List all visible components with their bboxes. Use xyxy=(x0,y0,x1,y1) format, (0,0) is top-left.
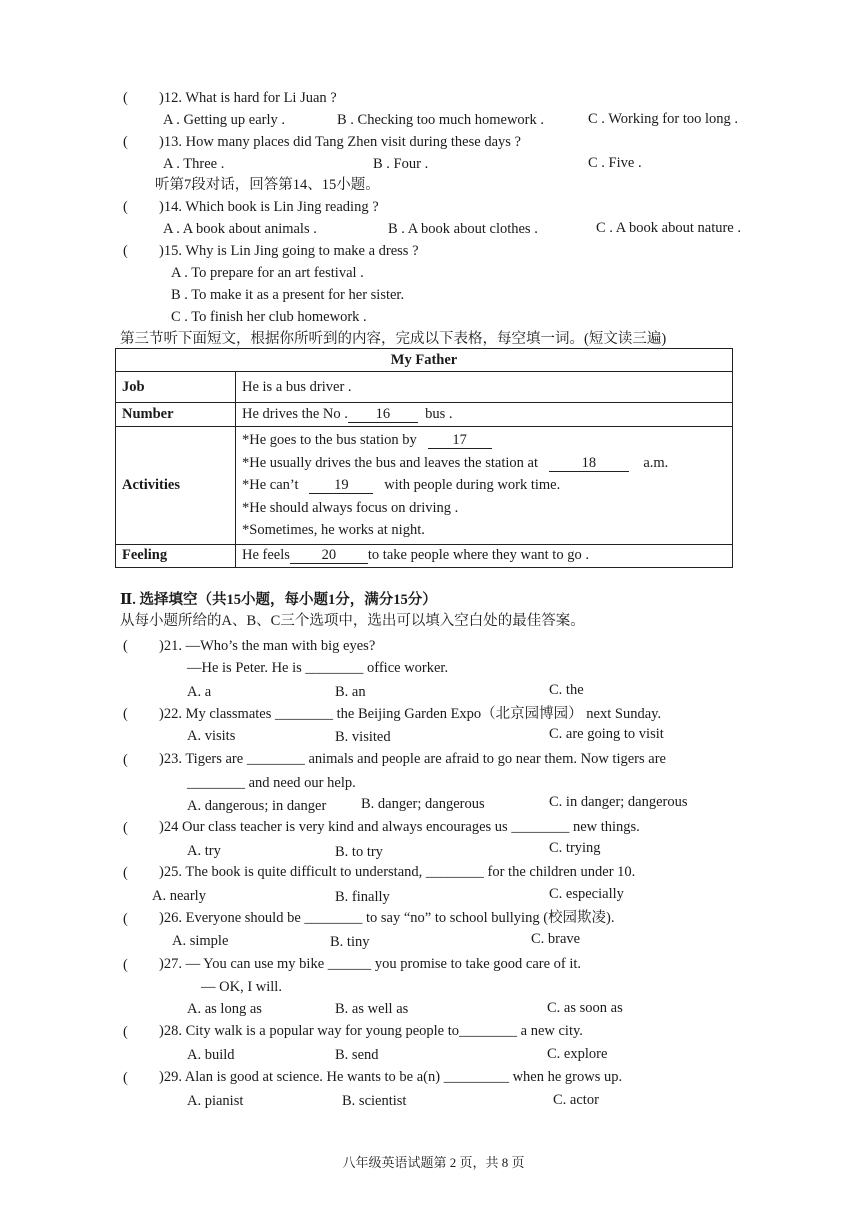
number-label: Number xyxy=(116,403,236,427)
q24-option-c: C. trying xyxy=(549,840,601,856)
q27-option-b: B. as well as xyxy=(335,1001,409,1017)
q21-question-line2: —He is Peter. He is ________ office worker. xyxy=(187,660,449,676)
q25-option-b: B. finally xyxy=(335,889,390,905)
q12-answer-paren[interactable]: ( xyxy=(123,90,128,106)
q14-option-a: A . A book about animals . xyxy=(163,221,317,237)
q26-option-a: A. simple xyxy=(172,933,229,949)
section3-instruction: 第三节听下面短文，根据你所听到的内容，完成以下表格，每空填一词。(短文读三遍) xyxy=(120,331,667,347)
activity-1: *He goes to the bus station by 17 xyxy=(242,429,726,452)
activities-label: Activities xyxy=(116,427,236,545)
number-row: He drives the No . 16 bus . xyxy=(236,403,733,427)
q21-question: )21. —Who’s the man with big eyes? xyxy=(159,638,376,654)
q21-option-c: C. the xyxy=(549,682,584,698)
q22-option-a: A. visits xyxy=(187,728,236,744)
q24-question: )24 Our class teacher is very kind and always encourages us ________ new things. xyxy=(159,819,640,835)
q28-answer-paren[interactable]: ( xyxy=(123,1024,128,1040)
blank-19[interactable]: 19 xyxy=(309,478,373,494)
page-footer: 八年级英语试题第 2 页，共 8 页 xyxy=(342,1155,525,1170)
q24-option-a: A. try xyxy=(187,843,221,859)
activity-5: *Sometimes, he works at night. xyxy=(242,522,425,538)
q14-answer-paren[interactable]: ( xyxy=(123,199,128,215)
q22-answer-paren[interactable]: ( xyxy=(123,706,128,722)
q28-option-a: A. build xyxy=(187,1047,235,1063)
part2-heading: Ⅱ. 选择填空（共15小题，每小题1分，满分15分） xyxy=(120,592,437,608)
q26-option-c: C. brave xyxy=(531,931,581,947)
feeling-row: He feels 20 to take people where they want to go . xyxy=(236,544,733,567)
q25-answer-paren[interactable]: ( xyxy=(123,865,128,881)
q27-question-line2: — OK, I will. xyxy=(201,979,282,995)
q15-option-c: C . To finish her club homework . xyxy=(171,309,367,325)
q15-option-b: B . To make it as a present for her sister. xyxy=(171,287,405,303)
activities-cell xyxy=(236,427,733,545)
q23-answer-paren[interactable]: ( xyxy=(123,752,128,768)
q24-option-b: B. to try xyxy=(335,844,383,860)
q27-option-a: A. as long as xyxy=(187,1001,262,1017)
q12-option-c: C . Working for too long . xyxy=(588,111,739,127)
dialog7-instruction: 听第7段对话，回答第14、15小题。 xyxy=(155,177,380,193)
q12-question: )12. What is hard for Li Juan ? xyxy=(159,90,337,106)
blank-17[interactable]: 17 xyxy=(428,433,492,449)
q28-question: )28. City walk is a popular way for young people to________ a new city. xyxy=(159,1023,583,1039)
q27-option-c: C. as soon as xyxy=(547,1000,623,1016)
part2-instruction: 从每小题所给的A、B、C三个选项中，选出可以填入空白处的最佳答案。 xyxy=(120,613,585,629)
q13-answer-paren[interactable]: ( xyxy=(123,134,128,150)
q12-option-b: B . Checking too much homework . xyxy=(337,112,545,128)
q27-answer-paren[interactable]: ( xyxy=(123,957,128,973)
table-title: My Father xyxy=(116,349,733,372)
q14-question: )14. Which book is Lin Jing reading ? xyxy=(159,199,379,215)
blank-16[interactable]: 16 xyxy=(348,407,418,423)
activity-3: *He can’t 19 with people during work time. xyxy=(242,477,561,493)
q24-answer-paren[interactable]: ( xyxy=(123,820,128,836)
q23-option-c: C. in danger; dangerous xyxy=(549,794,688,810)
q13-option-c: C . Five . xyxy=(588,155,642,171)
q25-option-a: A. nearly xyxy=(152,888,206,904)
q26-answer-paren[interactable]: ( xyxy=(123,911,128,927)
q12-option-a: A . Getting up early . xyxy=(163,112,286,128)
activity-4: *He should always focus on driving . xyxy=(242,499,459,516)
job-label: Job xyxy=(116,372,236,403)
q23-option-b: B. danger; dangerous xyxy=(361,796,485,812)
q28-option-b: B. send xyxy=(335,1047,379,1063)
q15-question: )15. Why is Lin Jing going to make a dress ? xyxy=(159,243,419,259)
q29-option-c: C. actor xyxy=(553,1092,599,1108)
q13-question: )13. How many places did Tang Zhen visit during these days ? xyxy=(159,134,521,150)
q14-option-b: B . A book about clothes . xyxy=(388,221,538,237)
my-father-table xyxy=(115,348,733,568)
q25-option-c: C. especially xyxy=(549,886,624,902)
q13-option-a: A . Three . xyxy=(163,156,225,172)
q23-question-line2: ________ and need our help. xyxy=(187,775,356,791)
q27-question: )27. — You can use my bike ______ you promise to take good care of it. xyxy=(159,956,582,972)
q22-option-c: C. are going to visit xyxy=(549,726,664,742)
q21-option-b: B. an xyxy=(335,684,366,700)
activity-2: *He usually drives the bus and leaves the station at 18 a.m. xyxy=(242,454,669,471)
q26-question: )26. Everyone should be ________ to say “no” to school bullying (校园欺凌). xyxy=(159,910,615,926)
q21-answer-paren[interactable]: ( xyxy=(123,638,128,654)
q29-option-a: A. pianist xyxy=(187,1093,244,1109)
q14-option-c: C . A book about nature . xyxy=(596,220,741,236)
q22-option-b: B. visited xyxy=(335,729,391,745)
q15-answer-paren[interactable]: ( xyxy=(123,243,128,259)
q21-option-a: A. a xyxy=(187,684,212,700)
q28-option-c: C. explore xyxy=(547,1046,608,1062)
q29-answer-paren[interactable]: ( xyxy=(123,1070,128,1086)
q25-question: )25. The book is quite difficult to understand, ________ for the children under 10. xyxy=(159,864,636,880)
q23-option-a: A. dangerous; in danger xyxy=(187,798,327,814)
blank-18[interactable]: 18 xyxy=(549,456,629,472)
q23-question: )23. Tigers are ________ animals and people are afraid to go near them. Now tigers are xyxy=(159,751,666,767)
q29-option-b: B. scientist xyxy=(342,1093,407,1109)
q15-option-a: A . To prepare for an art festival . xyxy=(171,265,364,281)
job-text: He is a bus driver . xyxy=(236,372,733,403)
feeling-label: Feeling xyxy=(116,544,236,567)
q26-option-b: B. tiny xyxy=(330,934,370,950)
q13-option-b: B . Four . xyxy=(373,156,429,172)
blank-20[interactable]: 20 xyxy=(290,548,368,564)
q29-question: )29. Alan is good at science. He wants to be a(n) _________ when he grows up. xyxy=(159,1069,623,1085)
q22-question: )22. My classmates ________ the Beijing Garden Expo（北京园博园） next Sunday. xyxy=(159,706,662,722)
